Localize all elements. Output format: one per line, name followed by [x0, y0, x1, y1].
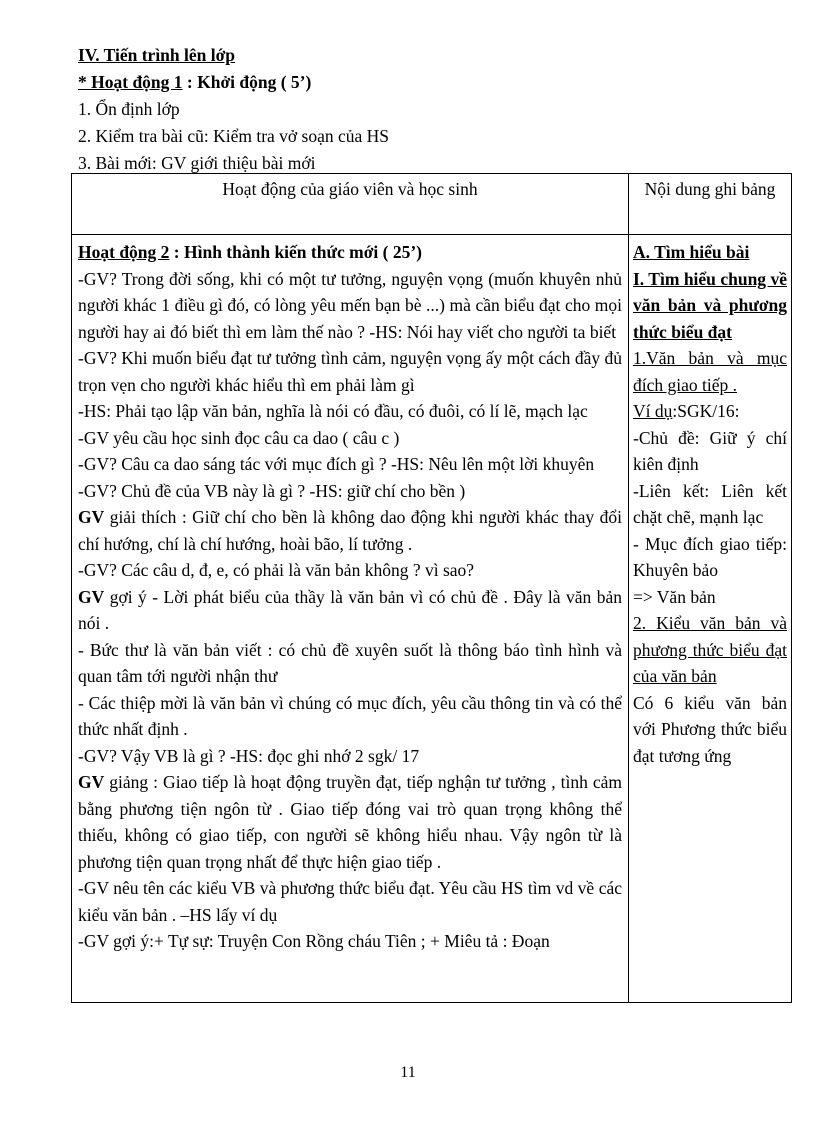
gv-label: GV [78, 772, 105, 792]
paragraph: -GV? Các câu d, đ, e, có phải là văn bản không ? vì sao? [78, 560, 475, 580]
activity-2-heading [78, 239, 622, 266]
paragraph: - Bức thư là văn bản viết : có chủ đề xuyên suốt là thông báo tình hình và quan tâm tới người nhận thư [78, 639, 622, 686]
paragraph: -GV? Câu ca dao sáng tác với mục đích gì ? -HS: Nêu lên một lời khuyên [78, 454, 595, 474]
gv-label: GV [78, 507, 105, 527]
note-conclusion: => Văn bản [633, 586, 716, 607]
paragraph-text: giải thích : Giữ chí cho bền là không dao động khi người khác thay đổi chí hướng, chí là chí hướng, hoài bão, lí tưởng . [78, 507, 622, 554]
paragraph: -GV? Vậy VB là gì ? -HS: đọc ghi nhớ 2 sgk/ 17 [78, 745, 420, 766]
step-2: 2. Kiểm tra bài cũ: Kiểm tra vở soạn của HS [78, 126, 390, 146]
paragraph [78, 504, 622, 557]
note-text-types: Có 6 kiểu văn bản với Phương thức biểu đạt tương ứng [633, 692, 787, 766]
example-label: Ví dụ [633, 401, 673, 421]
board-notes-cell [629, 235, 792, 1003]
activity-2-title: : Hình thành kiến thức mới ( 25’) [169, 242, 422, 262]
activity-1-title: : Khởi động ( 5’) [182, 72, 312, 92]
paragraph: -GV nêu tên các kiểu VB và phương thức biểu đạt. Yêu cầu HS tìm vd về các kiểu văn bản . –HS lấy ví dụ [78, 878, 622, 925]
paragraph: -GV yêu cầu học sinh đọc câu ca dao ( câu c ) [78, 427, 400, 448]
table-header-row [72, 174, 792, 235]
paragraph [78, 769, 622, 875]
activity-2-label: Hoạt động 2 [78, 242, 170, 262]
table-body-row [72, 235, 792, 1003]
note-subsection-2: 2. Kiểu văn bản và phương thức biểu đạt của văn bản [633, 613, 787, 686]
paragraph: -GV gợi ý:+ Tự sự: Truyện Con Rồng cháu Tiên ; + Miêu tả : Đoạn [78, 931, 550, 951]
col-header-activities: Hoạt động của giáo viên và học sinh [72, 174, 629, 235]
paragraph [78, 584, 622, 637]
step-3: 3. Bài mới: GV giới thiệu bài mới [78, 153, 316, 173]
note-purpose: - Mục đích giao tiếp: Khuyên bảo [633, 533, 787, 580]
example-text: :SGK/16: [672, 401, 740, 421]
paragraph: -GV? Trong đời sống, khi có một tư tưởng, nguyện vọng (muốn khuyên nhủ người khác 1 điều gì đó, có lòng yêu mến bạn bè ...) mà cần biểu đạt cho mọi người hay ai đó biết thì em làm thế nào ? -HS: Nói hay viết cho người ta biết [78, 268, 622, 342]
note-topic: -Chủ đề: Giữ ý chí kiên định [633, 427, 787, 474]
activity-1-heading [78, 69, 311, 95]
gv-label: GV [78, 586, 105, 607]
lesson-table [71, 173, 792, 1003]
note-example [633, 398, 787, 425]
col-header-board-notes: Nội dung ghi bảng [629, 174, 792, 235]
note-section-i: I. Tìm hiểu chung về văn bản và phương thức biểu đạt [633, 268, 787, 342]
paragraph: -GV? Chủ đề của VB này là gì ? -HS: giữ chí cho bền ) [78, 480, 466, 501]
activity-1-label: * Hoạt động 1 [78, 72, 183, 92]
paragraph: -HS: Phải tạo lập văn bản, nghĩa là nói có đầu, có đuôi, có lí lẽ, mạch lạc [78, 401, 588, 421]
note-part-a: A. Tìm hiểu bài [633, 242, 750, 262]
note-subsection-1: 1.Văn bản và mục đích giao tiếp . [633, 348, 787, 395]
activities-cell [72, 235, 629, 1003]
section-title: IV. Tiến trình lên lớp [78, 45, 236, 65]
paragraph-text: gợi ý - Lời phát biểu của thầy là văn bản vì có chủ đề . Đây là văn bản nói . [78, 586, 622, 633]
step-1: 1. Ổn định lớp [78, 99, 180, 119]
page-number: 11 [400, 1064, 416, 1081]
note-cohesion: -Liên kết: Liên kết chặt chẽ, mạnh lạc [633, 480, 787, 527]
paragraph-text: giảng : Giao tiếp là hoạt động truyền đạt, tiếp nghận tư tưởng , tình cảm bằng phương tiện ngôn từ . Giao tiếp đóng vai trò quan trọng không thể thiếu, không có giao tiếp, con người sẽ không hiểu nhau. Vậy ngôn từ là phương tiện quan trọng nhất để thực hiện giao tiếp . [78, 772, 622, 872]
paragraph: -GV? Khi muốn biểu đạt tư tưởng tình cảm, nguyện vọng ấy một cách đầy đủ trọn vẹn cho người khác hiểu thì em phải làm gì [78, 348, 622, 395]
paragraph: - Các thiệp mời là văn bản vì chúng có mục đích, yêu cầu thông tin và có thể thức nhất định . [78, 692, 622, 739]
